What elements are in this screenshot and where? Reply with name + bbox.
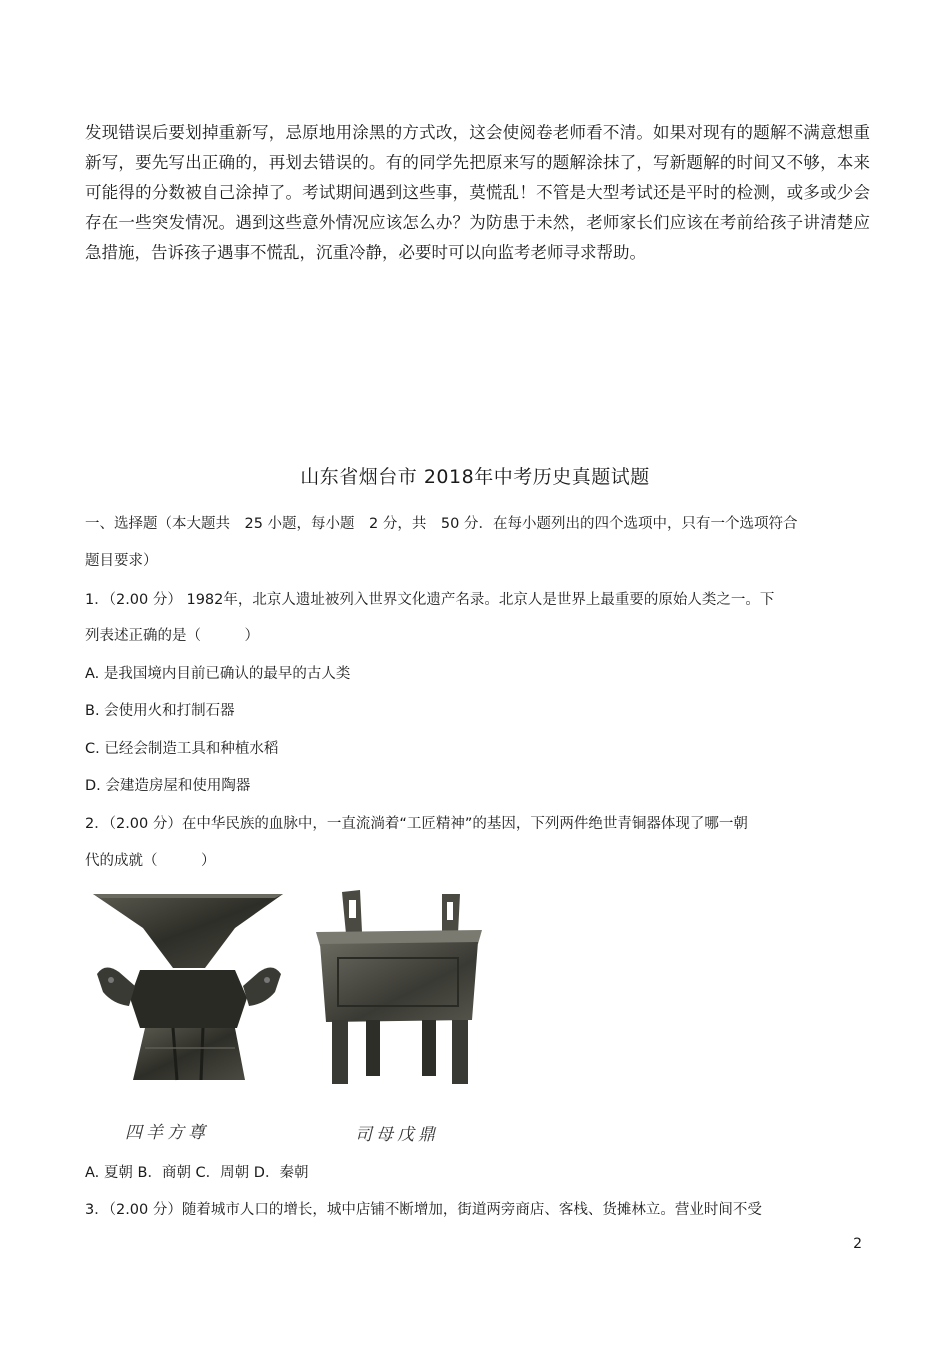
intro-paragraph: 发现错误后要划掉重新写，忌原地用涂黑的方式改，这会使阅卷老师看不清。如果对现有的题解不满意想重新写，要先写出正确的，再划去错误的。有的同学先把原来写的题解涂抹了，写新题解的时间又不够，本来可能得的分数被自己涂掉了。考试期间遇到这些事，莫慌乱！不管是大型考试还是平时的检测，或多或少会存在一些突发情况。遇到这些意外情况应该怎么办？为防患于未然，老师家长们应该在考前给孩子讲清楚应急措施，告诉孩子遇事不慌乱，沉重冷静，必要时可以向监考老师寻求帮助。 — [85, 123, 870, 262]
section-heading-line1: 一、选择题（本大题共 25 小题，每小题 2 分，共 50 分．在每小题列出的四个选项中，只有一个选项符合 — [85, 516, 798, 532]
section-heading-line2: 题目要求） — [85, 553, 158, 569]
q1-option-b: B. 会使用火和打制石器 — [85, 703, 235, 719]
q2-stem-line1: 2．（2.00 分）在中华民族的血脉中，一直流淌着“工匠精神”的基因，下列两件绝世青铜器体现了哪一朝 — [85, 816, 748, 832]
q2-stem-line2: 代的成就（ ） — [85, 853, 216, 869]
bronze-figures — [85, 880, 505, 1145]
caption-simuwu-ding: 司母戊鼎 — [355, 1125, 439, 1145]
q1-option-c: C. 已经会制造工具和种植水稻 — [85, 741, 279, 757]
q1-option-d: D. 会建造房屋和使用陶器 — [85, 778, 251, 794]
q2-options: A. 夏朝 B．商朝 C．周朝 D．秦朝 — [85, 1165, 309, 1181]
q3-stem-line1: 3．（2.00 分）随着城市人口的增长，城中店铺不断增加，街道两旁商店、客栈、货摊林立。营业时间不受 — [85, 1202, 762, 1218]
page-number: 2 — [853, 1236, 862, 1252]
exam-title: 山东省烟台市 2018年中考历史真题试题 — [300, 466, 650, 488]
simuwu-ding-image — [310, 882, 490, 1092]
q1-stem-line1: 1．（2.00 分） 1982年，北京人遗址被列入世界文化遗产名录。北京人是世界上最重要的原始人类之一。下 — [85, 592, 775, 608]
q1-option-a: A. 是我国境内目前已确认的最早的古人类 — [85, 666, 351, 682]
q1-stem-line2: 列表述正确的是（ ） — [85, 628, 259, 644]
four-ram-zun-image — [85, 888, 295, 1088]
caption-four-ram-zun: 四羊方尊 — [125, 1123, 209, 1143]
